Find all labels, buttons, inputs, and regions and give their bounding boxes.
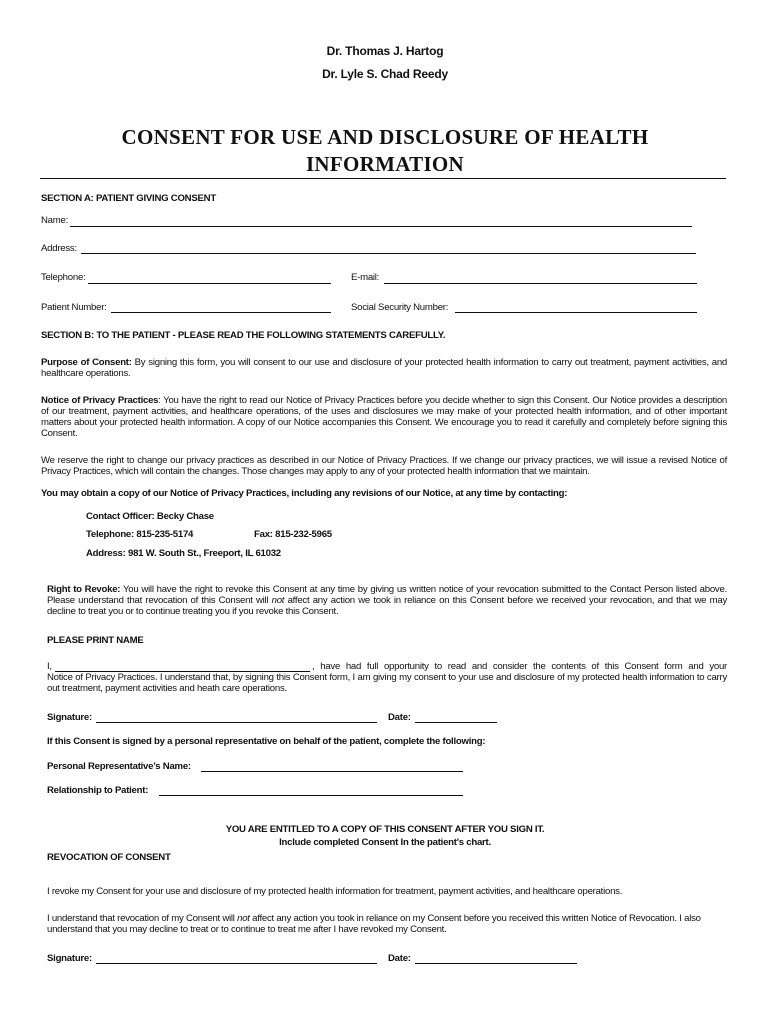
page-title [40, 124, 730, 178]
date-label: Date: [388, 712, 411, 723]
revocation-text-2a: I understand that revocation of my Consent will [47, 913, 238, 924]
purpose-title: Purpose of Consent: [41, 357, 132, 368]
revoke-text-b: affect any action we took in reliance on this Consent before we received your revocation, and that we may decline to treat you or to continue treating you if you revoke this Consent. [47, 595, 727, 617]
purpose-text: By signing this form, you will consent to our use and disclosure of your protected health information to carry out treatment, payment activities, and healthcare operations. [41, 357, 727, 379]
notice-title: Notice of Privacy Practices [41, 395, 159, 406]
address-label: Address: [41, 243, 77, 254]
title-line-1: CONSENT FOR USE AND DISCLOSURE OF HEALTH [121, 125, 649, 149]
rep-name-label: Personal Representative’s Name: [47, 761, 191, 772]
revocation-heading: REVOCATION OF CONSENT [47, 852, 171, 863]
revocation-text-2b: affect any action you took in reliance on my Consent before you received this written Notice of Revocation. I also understand that you may decline to treat or to continue to treat me after I have revoked my Consent. [47, 913, 701, 935]
name-label: Name: [41, 215, 69, 226]
revocation-date-field[interactable] [415, 963, 577, 964]
patient-number-field[interactable] [111, 312, 331, 313]
entitled-notice: YOU ARE ENTITLED TO A COPY OF THIS CONSENT AFTER YOU SIGN IT. [225, 824, 545, 835]
revocation-text-1: I revoke my Consent for your use and disclosure of my protected health information for treatment, payment activities, and healthcare operations. [47, 886, 623, 897]
purpose-paragraph [41, 357, 727, 379]
revocation-paragraph [47, 913, 727, 935]
section-b-heading: SECTION B: TO THE PATIENT - PLEASE READ THE FOLLOWING STATEMENTS CAREFULLY. [41, 330, 446, 341]
contact-officer: Contact Officer: Becky Chase [86, 511, 214, 522]
i-text-b: Notice of Privacy Practices. I understand that, by signing this Consent form, I am giving my consent to your use and disclosure of my protected health information to carry out treatment, payment activities and heath care operations. [47, 672, 727, 694]
i-label: I, [47, 661, 52, 672]
notice-paragraph [41, 395, 727, 439]
relationship-field[interactable] [159, 795, 463, 796]
name-field[interactable] [70, 226, 692, 227]
ssn-field[interactable] [455, 312, 697, 313]
reserve-paragraph: We reserve the right to change our privacy practices as described in our Notice of Privacy Practices. If we change our privacy practices, we will issue a revised Notice of Privacy Practices, which will contain the changes. Those changes may apply to any of your protected health information that we maintain. [41, 455, 727, 477]
notice-text: : You have the right to read our Notice of Privacy Practices before you decide whether to sign this Consent. Our Notice provides a description of our treatment, payment activities, and healthcare operations, of the uses and disclosures we may make of your protected health information, and of other important matters about your protected health information. A copy of our Notice accompanies this Consent. We encourage you to read it carefully and completely before signing this Consent. [41, 395, 727, 439]
rep-name-field[interactable] [201, 771, 463, 772]
title-divider [40, 178, 726, 179]
revocation-signature-field[interactable] [96, 963, 377, 964]
contact-telephone: Telephone: 815-235-5174 [86, 529, 194, 540]
telephone-field[interactable] [88, 283, 331, 284]
print-name-heading: PLEASE PRINT NAME [47, 635, 144, 646]
revoke-paragraph [47, 584, 727, 617]
revoke-not: not [271, 595, 285, 606]
ssn-label: Social Security Number: [351, 302, 449, 313]
email-label: E-mail: [351, 272, 380, 283]
i-text-a: , have had full opportunity to read and consider the contents of this Consent form and your [312, 661, 727, 672]
section-a-heading: SECTION A: PATIENT GIVING CONSENT [41, 193, 216, 204]
address-field[interactable] [81, 253, 696, 254]
relationship-label: Relationship to Patient: [47, 785, 149, 796]
doctor-name-1: Dr. Thomas J. Hartog [326, 44, 444, 58]
title-line-2: INFORMATION [305, 152, 465, 176]
revocation-signature-label: Signature: [47, 953, 92, 964]
revoke-text-a: You will have the right to revoke this Consent at any time by giving us written notice of your revocation submitted to the Contact Person listed above. Please understand that revocation of this Consent will [47, 584, 727, 606]
contact-address: Address: 981 W. South St., Freeport, IL 61032 [86, 548, 281, 559]
date-field[interactable] [415, 722, 497, 723]
revocation-date-label: Date: [388, 953, 411, 964]
signature-label: Signature: [47, 712, 92, 723]
contact-fax: Fax: 815-232-5965 [254, 529, 332, 540]
signature-field[interactable] [96, 722, 377, 723]
chart-instruction: Include completed Consent In the patient's chart. [279, 837, 491, 848]
revocation-not: not [237, 913, 250, 924]
telephone-label: Telephone: [41, 272, 86, 283]
obtain-copy-text: You may obtain a copy of our Notice of Privacy Practices, including any revisions of our Notice, at any time by contacting: [41, 488, 568, 499]
doctor-name-2: Dr. Lyle S. Chad Reedy [322, 67, 448, 81]
email-field[interactable] [384, 283, 697, 284]
patient-number-label: Patient Number: [41, 302, 107, 313]
revoke-title: Right to Revoke: [47, 584, 121, 595]
rep-intro-text: If this Consent is signed by a personal representative on behalf of the patient, complete the following: [47, 736, 486, 747]
